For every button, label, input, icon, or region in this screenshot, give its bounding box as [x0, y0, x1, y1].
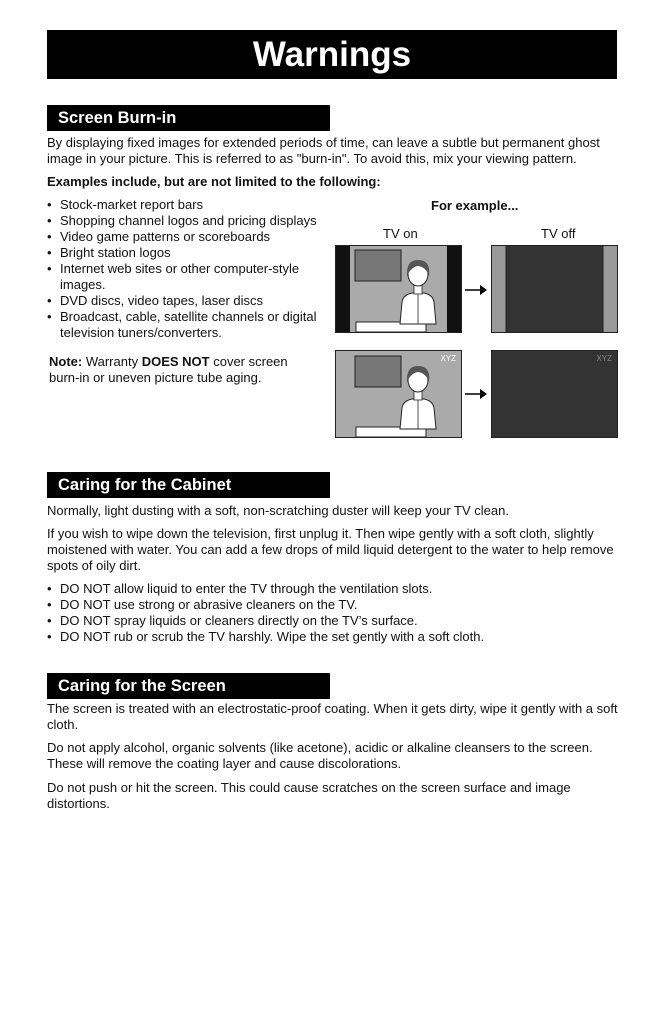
station-logo-ghost: XYZ	[596, 354, 612, 363]
list-item: • Broadcast, cable, satellite channels or digital television tuners/converters.	[47, 309, 332, 341]
anchor-scene-image	[336, 246, 461, 332]
section-heading-burn-in: Screen Burn-in	[47, 105, 330, 131]
tv-off-logo-illustration	[491, 350, 618, 438]
screen-para-1: The screen is treated with an electrostatic-proof coating. When it gets dirty, wipe it gently with a soft cloth.	[47, 701, 618, 732]
list-item: • Internet web sites or other computer-style images.	[47, 261, 332, 293]
anchor-scene-image	[336, 351, 461, 437]
burn-in-examples-list	[47, 197, 332, 341]
note-emphasis: DOES NOT	[141, 354, 210, 369]
list-item: • DO NOT spray liquids or cleaners directly on the TV’s surface.	[47, 613, 619, 629]
cabinet-para-1: Normally, light dusting with a soft, non-scratching duster will keep your TV clean.	[47, 503, 509, 518]
tv-off-label: TV off	[541, 226, 576, 241]
warranty-note	[49, 354, 309, 386]
note-text-2: cover screen burn-in or uneven picture tube aging.	[49, 354, 288, 385]
screen-para-3: Do not push or hit the screen. This could cause scratches on the screen surface and image distortions.	[47, 780, 571, 811]
list-item: • Bright station logos	[47, 245, 332, 261]
cabinet-warnings-list	[47, 581, 619, 645]
arrow-right-icon	[464, 284, 488, 296]
note-text-1: Warranty	[82, 354, 142, 369]
tv-off-letterbox-illustration	[491, 245, 618, 333]
burn-in-bars-image	[492, 246, 617, 332]
burn-in-intro: By displaying fixed images for extended periods of time, can leave a subtle but permanent ghost image in your picture. This is referred to as "burn-in". To avoid this, mix your viewing pattern.	[47, 135, 600, 166]
screen-para-2: Do not apply alcohol, organic solvents (like acetone), acidic or alkaline cleansers to the screen. These will remove the coating layer and cause discolorations.	[47, 740, 593, 771]
figure-caption: For example...	[431, 198, 519, 213]
note-label: Note:	[49, 354, 83, 369]
list-item: • Stock-market report bars	[47, 197, 332, 213]
cabinet-para-2: If you wish to wipe down the television, first unplug it. Then wipe gently with a soft cloth, slightly moistened with water. You can add a few drops of mild liquid detergent to the water to help remove spots of oily dirt.	[47, 526, 614, 573]
tv-on-letterbox-illustration	[335, 245, 462, 333]
arrow-right-icon	[464, 388, 488, 400]
list-item: • DO NOT allow liquid to enter the TV through the ventilation slots.	[47, 581, 619, 597]
list-item: • DO NOT rub or scrub the TV harshly. Wipe the set gently with a soft cloth.	[47, 629, 619, 645]
list-item: • Shopping channel logos and pricing displays	[47, 213, 332, 229]
section-heading-screen: Caring for the Screen	[47, 673, 330, 699]
list-item: • Video game patterns or scoreboards	[47, 229, 332, 245]
list-item: • DO NOT use strong or abrasive cleaners on the TV.	[47, 597, 619, 613]
station-logo: XYZ	[440, 354, 456, 363]
tv-on-label: TV on	[383, 226, 418, 241]
tv-on-logo-illustration	[335, 350, 462, 438]
list-item: • DVD discs, video tapes, laser discs	[47, 293, 332, 309]
page-title: Warnings	[47, 30, 617, 79]
section-heading-cabinet: Caring for the Cabinet	[47, 472, 330, 498]
examples-heading: Examples include, but are not limited to the following:	[47, 174, 381, 189]
